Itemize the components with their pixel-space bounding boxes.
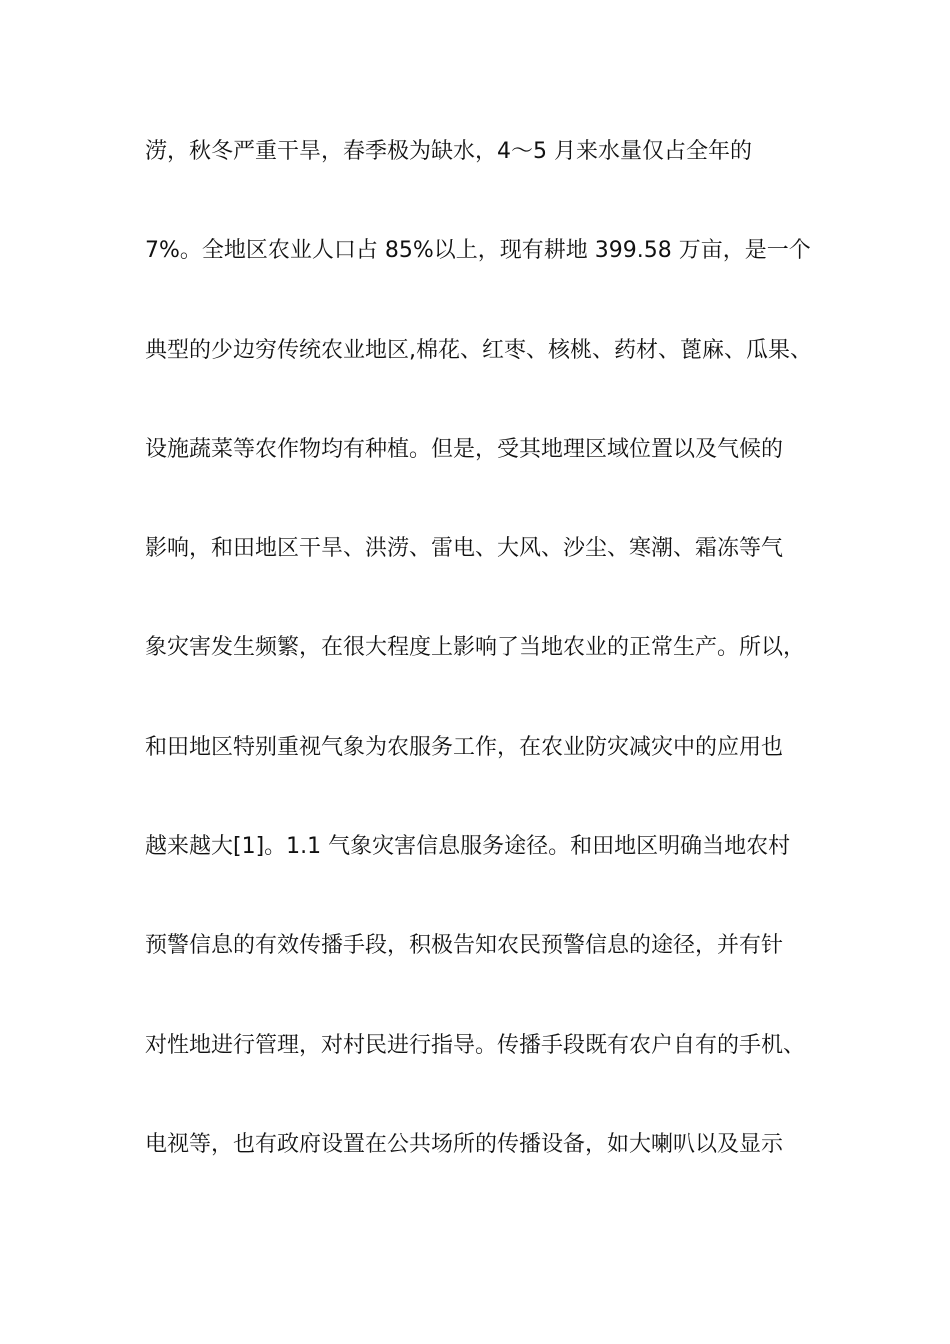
text-line: 7%。全地区农业人口占 85%以上，现有耕地 399.58 万亩，是一个 [145,238,811,264]
text-line: 设施蔬菜等农作物均有种植。但是，受其地理区域位置以及气候的 [145,436,784,462]
text-line: 越来越大[1]。1.1 气象灾害信息服务途径。和田地区明确当地农村 [145,834,791,860]
text-line: 对性地进行管理，对村民进行指导。传播手段既有农户自有的手机、 [145,1032,806,1058]
text-line: 典型的少边穷传统农业地区,棉花、红枣、核桃、药材、蓖麻、瓜果、 [145,337,812,363]
text-line: 和田地区特别重视气象为农服务工作，在农业防灾减灾中的应用也 [145,734,784,760]
text-line: 电视等，也有政府设置在公共场所的传播设备，如大喇叭以及显示 [145,1131,784,1157]
body-text [145,125,835,1217]
text-line: 影响，和田地区干旱、洪涝、雷电、大风、沙尘、寒潮、霜冻等气 [145,536,784,562]
text-line: 象灾害发生频繁，在很大程度上影响了当地农业的正常生产。所以， [145,635,806,661]
text-line: 涝，秋冬严重干旱，春季极为缺水，4～5 月来水量仅占全年的 [145,139,752,164]
text-line: 预警信息的有效传播手段，积极告知农民预警信息的途径，并有针 [145,933,784,959]
